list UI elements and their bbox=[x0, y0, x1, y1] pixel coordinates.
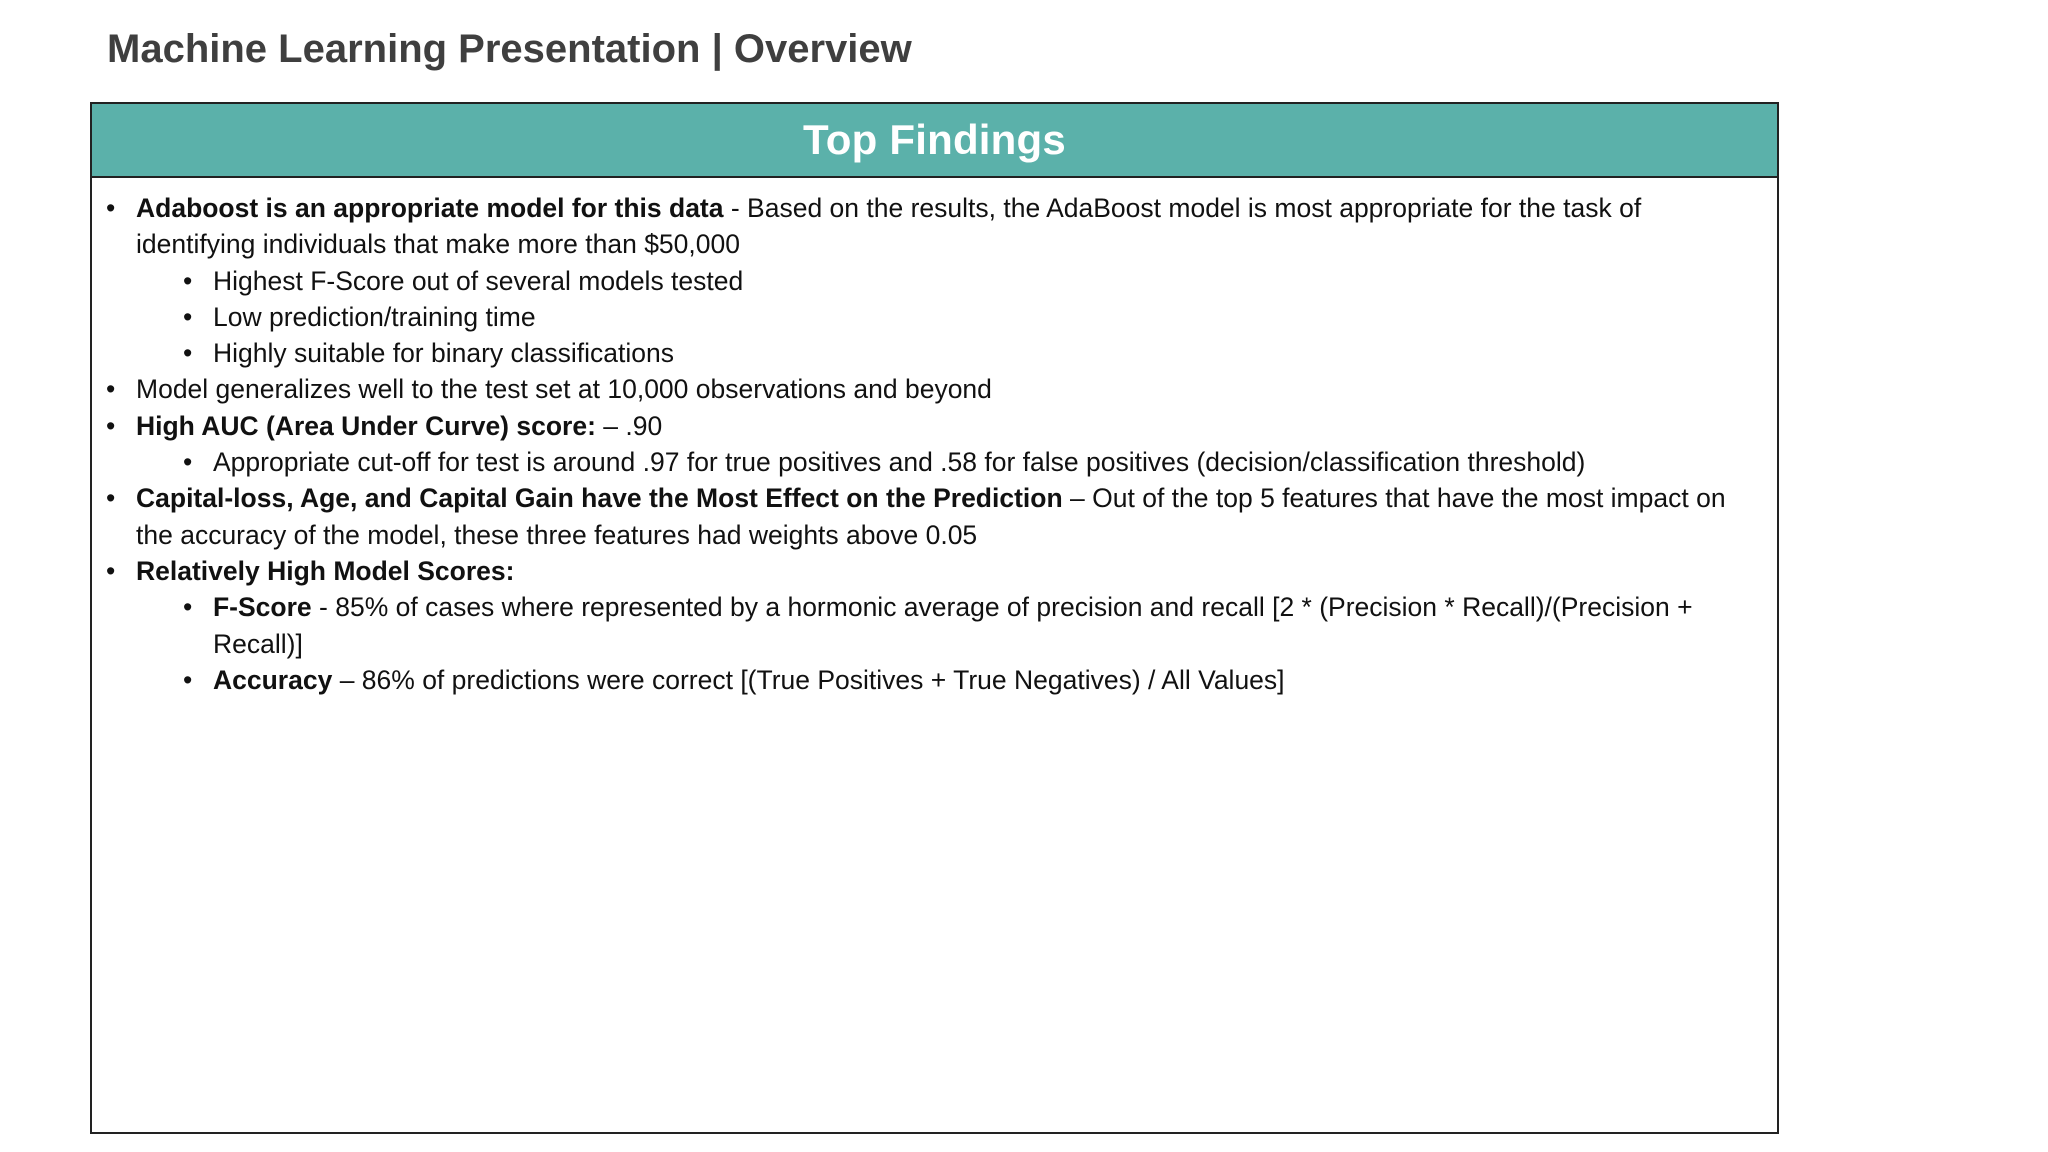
bullet-icon: • bbox=[106, 374, 116, 405]
slide-title: Machine Learning Presentation | Overview bbox=[107, 27, 912, 71]
sub-finding-fscore-highest bbox=[92, 263, 1737, 299]
bullet-icon: • bbox=[106, 410, 116, 441]
sub-finding-accuracy bbox=[92, 662, 1737, 698]
panel-title: Top Findings bbox=[803, 116, 1066, 163]
sub-finding-text: Highest F-Score out of several models tested bbox=[213, 265, 744, 296]
sub-finding-accuracy-text: – 86% of predictions were correct [(True Positives + True Negatives) / All Values] bbox=[332, 664, 1285, 695]
finding-generalization bbox=[92, 371, 1737, 407]
finding-adaboost-heading: Adaboost is an appropriate model for this data bbox=[136, 193, 724, 223]
sub-finding-fscore-text: - 85% of cases where represented by a hormonic average of precision and recall [2 * (Precision * Recall)/(Precision + Recall)] bbox=[213, 592, 1693, 659]
bullet-icon: • bbox=[106, 193, 116, 223]
bullet-icon: • bbox=[106, 483, 116, 514]
finding-features-heading: Capital-loss, Age, and Capital Gain have the Most Effect on the Prediction bbox=[136, 483, 1063, 514]
bullet-icon: • bbox=[183, 338, 193, 369]
sub-finding-low-time bbox=[92, 299, 1737, 335]
sub-finding-binary bbox=[92, 335, 1737, 371]
bullet-icon: • bbox=[183, 664, 193, 695]
finding-auc-text: – .90 bbox=[595, 410, 663, 441]
finding-auc-heading: High AUC (Area Under Curve) score: bbox=[136, 410, 596, 441]
bullet-icon: • bbox=[183, 592, 193, 623]
finding-model-scores bbox=[92, 553, 1737, 589]
finding-adaboost-text: - Based on the results, the AdaBoost model is most appropriate for the task of identifying individuals that make more than $50,000 bbox=[136, 193, 1642, 260]
sub-finding-text: Low prediction/training time bbox=[213, 301, 536, 332]
finding-features-text: – Out of the top 5 features that have the most impact on the accuracy of the model, these three features had weights above 0.05 bbox=[136, 483, 1726, 550]
sub-finding-text: Appropriate cut-off for test is around .97 for true positives and .58 for false positives (decision/classification threshold) bbox=[213, 447, 1586, 478]
finding-features bbox=[92, 480, 1737, 553]
panel-header bbox=[92, 104, 1777, 178]
finding-adaboost bbox=[92, 190, 1737, 263]
top-findings-panel bbox=[90, 102, 1779, 1134]
finding-generalization-text: Model generalizes well to the test set at 10,000 observations and beyond bbox=[136, 374, 992, 405]
bullet-icon: • bbox=[183, 301, 193, 332]
sub-finding-fscore-heading: F-Score bbox=[213, 592, 312, 623]
bullet-icon: • bbox=[183, 265, 193, 296]
finding-auc bbox=[92, 408, 1737, 444]
sub-finding-fscore bbox=[92, 589, 1737, 662]
sub-finding-text: Highly suitable for binary classifications bbox=[213, 338, 675, 369]
sub-finding-accuracy-heading: Accuracy bbox=[213, 664, 333, 695]
findings-list bbox=[92, 178, 1777, 698]
bullet-icon: • bbox=[106, 555, 116, 586]
finding-model-scores-heading: Relatively High Model Scores: bbox=[136, 555, 515, 586]
bullet-icon: • bbox=[183, 447, 193, 478]
sub-finding-cutoff bbox=[92, 444, 1737, 480]
